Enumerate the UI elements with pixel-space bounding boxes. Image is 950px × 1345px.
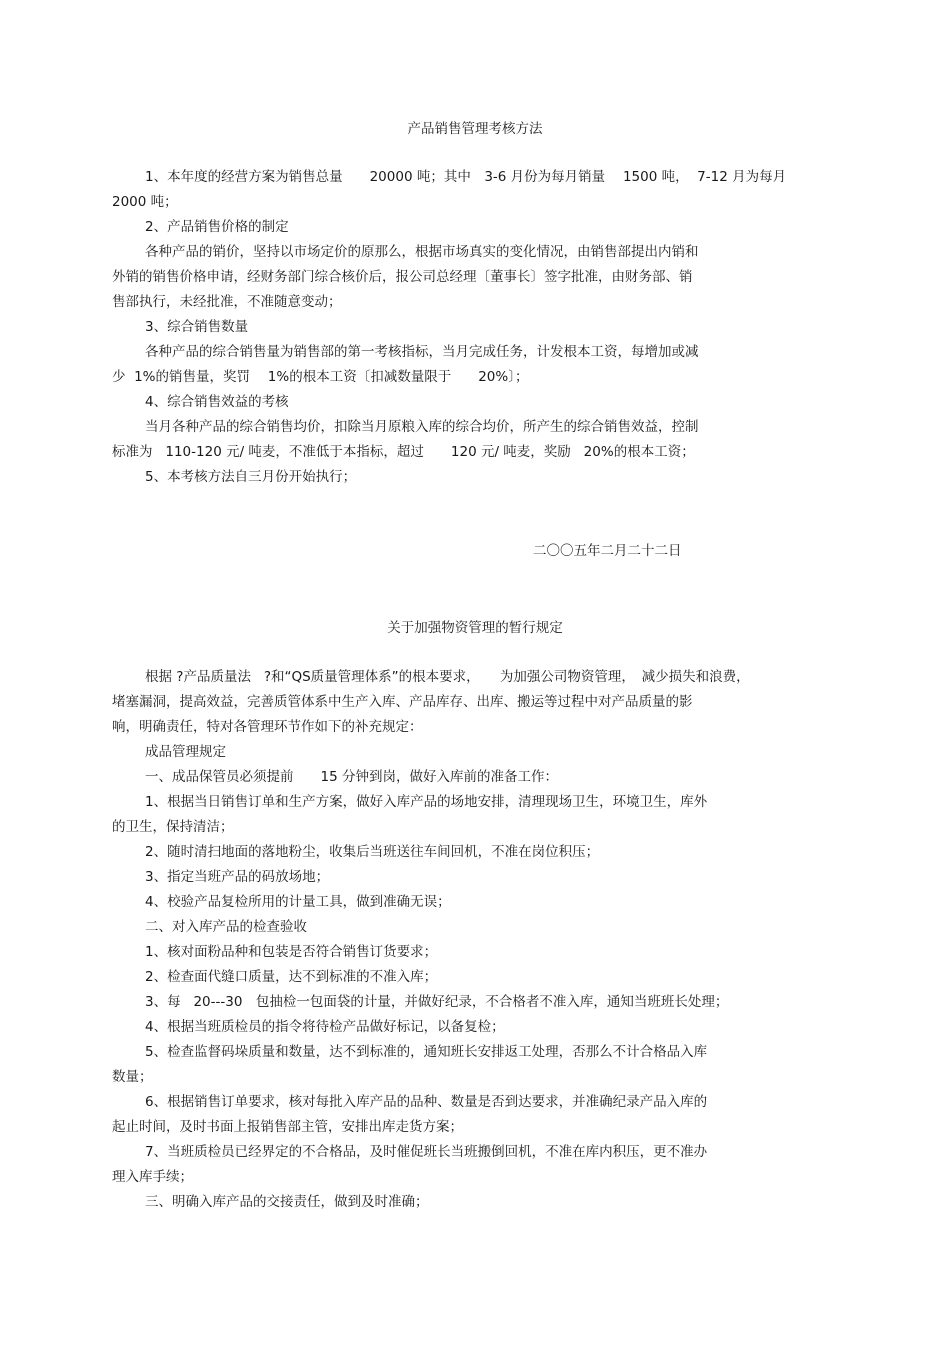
doc2-line-6: 1、根据当日销售订单和生产方案，做好入库产品的场地安排，清理现场卫生，环境卫生，库外 (145, 794, 708, 810)
doc1-line-8: 各种产品的综合销售量为销售部的第一考核指标，当月完成任务，计发根本工资，每增加或减 (145, 344, 699, 360)
doc2-line-10: 4、校验产品复检所用的计量工具，做到准确无误； (145, 894, 451, 910)
doc1-line-4: 各种产品的销价，坚持以市场定价的原那么，根据市场真实的变化情况，由销售部提出内销和 (145, 244, 699, 260)
document-2-title: 关于加强物资管理的暂行规定 (387, 620, 563, 636)
doc2-line-18: 6、根据销售订单要求，核对每批入库产品的品种、数量是否到达要求，并准确纪录产品入库的 (145, 1094, 708, 1110)
doc2-line-17: 数量； (112, 1069, 153, 1085)
doc2-line-2: 堵塞漏洞，提高效益，完善质管体系中生产入库、产品库存、出库、搬运等过程中对产品质量的影 (112, 694, 693, 710)
doc1-line-10: 4、综合销售效益的考核 (145, 394, 289, 410)
doc1-line-5: 外销的销售价格申请，经财务部门综合核价后，报公司总经理〔董事长〕签字批准，由财务部、销 (112, 269, 693, 285)
doc2-line-15: 4、根据当班质检员的指令将待检产品做好标记，以备复检； (145, 1019, 505, 1035)
doc1-line-11: 当月各种产品的综合销售均价，扣除当月原粮入库的综合均价，所产生的综合销售效益，控制 (145, 419, 699, 435)
document-1-title: 产品销售管理考核方法 (407, 121, 543, 137)
doc2-line-16: 5、检查监督码垛质量和数量，达不到标准的，通知班长安排返工处理，否那么不计合格品入库 (145, 1044, 708, 1060)
doc1-line-7: 3、综合销售数量 (145, 319, 249, 335)
doc2-line-7: 的卫生，保持清洁； (112, 819, 234, 835)
doc1-line-1: 1、本年度的经营方案为销售总量 20000 吨；其中 3-6 月份为每月销量 1500 吨， 7-12 月为每月 (145, 169, 787, 185)
doc2-line-1: 根据 ?产品质量法 ?和“QS质量管理体系”的根本要求， 为加强公司物资管理， 减少损失和浪费， (145, 669, 750, 685)
doc1-line-12: 标准为 110-120 元/ 吨麦，不准低于本指标，超过 120 元/ 吨麦，奖励 20%的根本工资； (112, 444, 695, 460)
doc2-line-4: 成品管理规定 (145, 744, 226, 760)
doc2-line-8: 2、随时清扫地面的落地粉尘，收集后当班送往车间回机，不准在岗位积压； (145, 844, 600, 860)
doc1-line-9: 少 1%的销售量，奖罚 1%的根本工资〔扣减数量限于 20%〕； (112, 369, 529, 385)
doc2-line-22: 三、明确入库产品的交接责任，做到及时准确； (145, 1194, 429, 1210)
doc2-line-20: 7、当班质检员已经界定的不合格品，及时催促班长当班搬倒回机，不准在库内积压，更不准办 (145, 1144, 708, 1160)
document-1-date: 二〇〇五年二月二十二日 (533, 543, 682, 559)
doc2-line-5: 一、成品保管员必须提前 15 分钟到岗，做好入库前的准备工作： (145, 769, 558, 785)
doc2-line-9: 3、指定当班产品的码放场地； (145, 869, 330, 885)
doc2-line-19: 起止时间，及时书面上报销售部主管，安排出库走货方案； (112, 1119, 463, 1135)
doc2-line-13: 2、检查面代缝口质量，达不到标准的不准入库； (145, 969, 438, 985)
doc2-line-11: 二、对入库产品的检查验收 (145, 919, 307, 935)
doc1-line-13: 5、本考核方法自三月份开始执行； (145, 469, 357, 485)
doc2-line-3: 响，明确责任，特对各管理环节作如下的补充规定： (112, 719, 423, 735)
doc1-line-6: 售部执行，未经批准，不准随意变动； (112, 294, 342, 310)
doc1-line-2: 2000 吨； (112, 194, 178, 210)
doc2-line-14: 3、每 20---30 包抽检一包面袋的计量，并做好纪录，不合格者不准入库，通知当班班长处理； (145, 994, 729, 1010)
doc1-line-3: 2、产品销售价格的制定 (145, 219, 289, 235)
doc2-line-21: 理入库手续； (112, 1169, 193, 1185)
doc2-line-12: 1、核对面粉品种和包装是否符合销售订货要求； (145, 944, 438, 960)
